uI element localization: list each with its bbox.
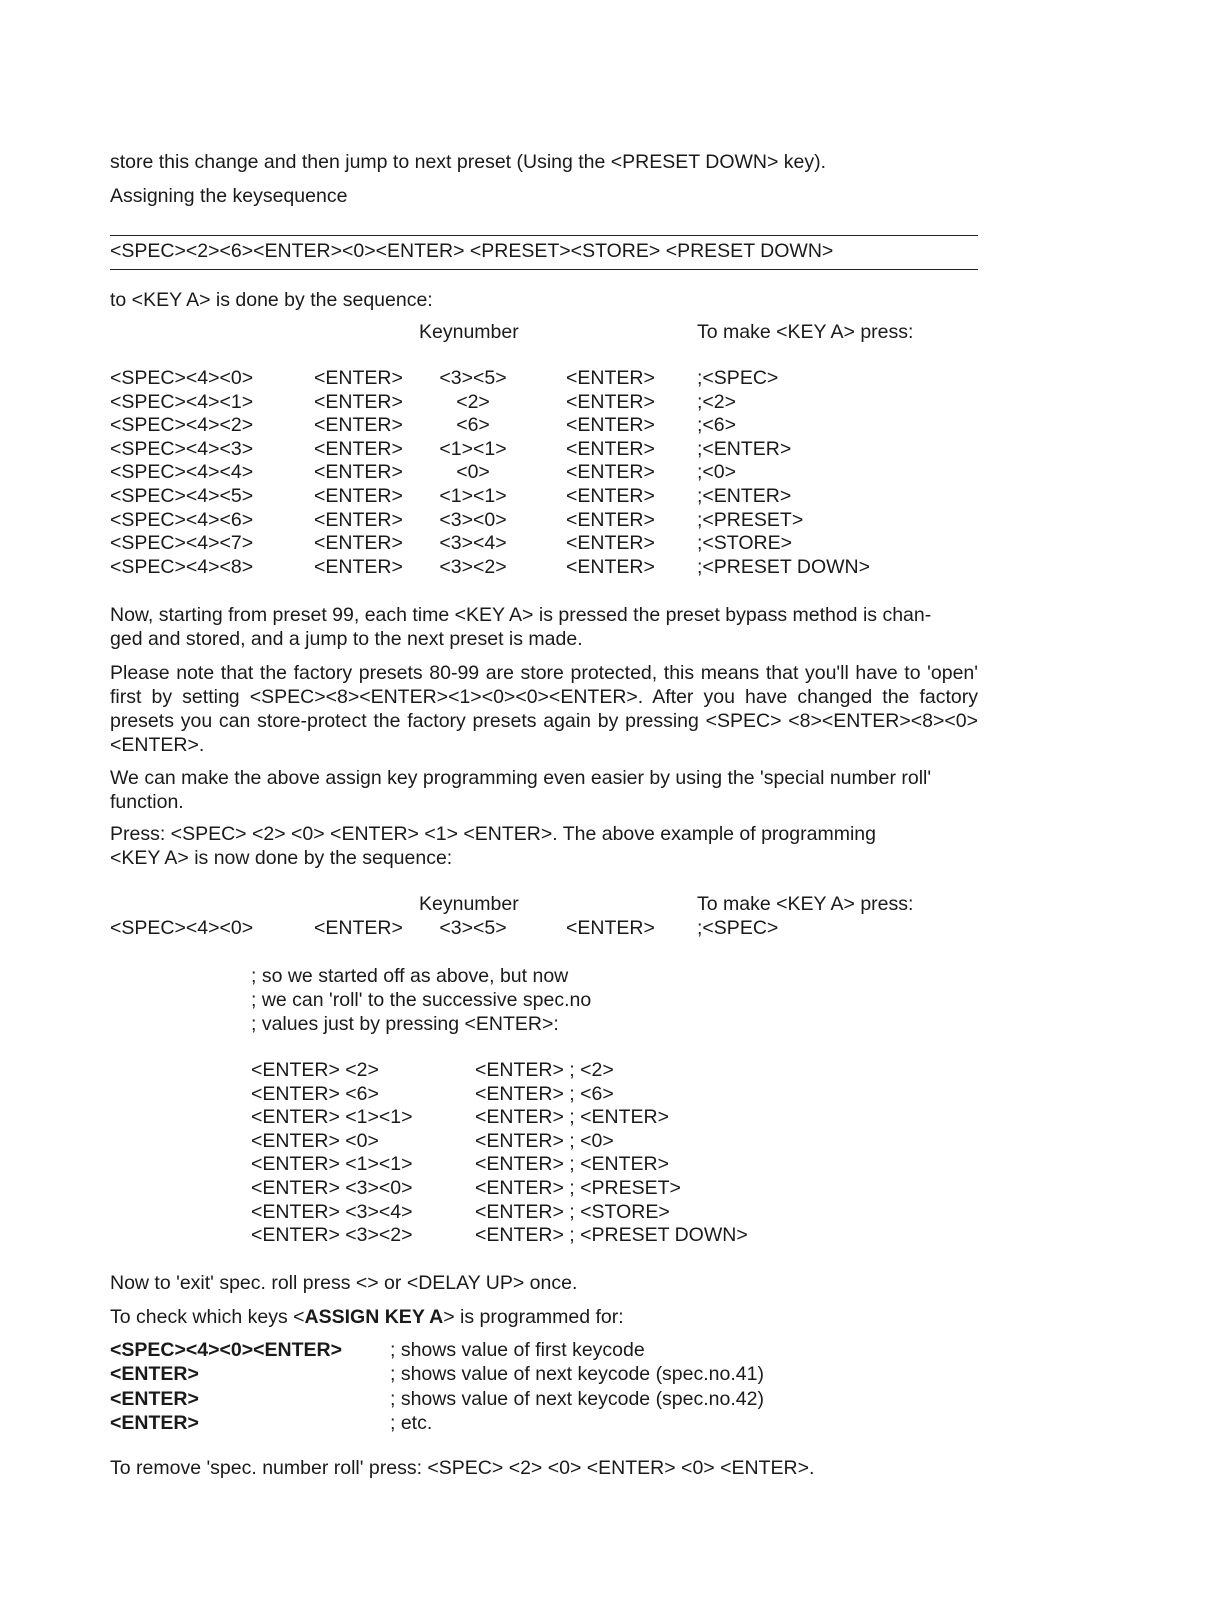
paragraph-press-line2: <KEY A> is now done by the sequence:	[110, 847, 453, 869]
table1-comment-cell: ;<ENTER>	[697, 485, 792, 507]
roll-left-cell: <ENTER> <2>	[251, 1059, 379, 1081]
table1-key-cell: <0>	[456, 461, 490, 484]
table1-key-cell: <3><2>	[439, 555, 507, 578]
table1-spec-cell: <SPEC><4><2>	[110, 414, 254, 437]
roll-right-cell: <ENTER> ; <6>	[475, 1082, 614, 1105]
table1-enter1-cell: <ENTER>	[314, 555, 403, 578]
table2-header-make: To make <KEY A> press:	[697, 893, 914, 915]
table1-enter2-cell: <ENTER>	[566, 532, 655, 555]
remove-line: To remove 'spec. number roll' press: <SPEC> <2> <0> <ENTER> <0> <ENTER>.	[110, 1457, 815, 1479]
check-pre: To check which keys <	[110, 1306, 305, 1328]
table1-key-cell: <6>	[456, 414, 490, 437]
table1-enter2-cell: <ENTER>	[566, 390, 655, 413]
exit-line: Now to 'exit' spec. roll press <> or <DELAY UP> once.	[110, 1272, 578, 1294]
table1-enter2-cell: <ENTER>	[566, 367, 655, 389]
check-key-cell: <ENTER>	[110, 1363, 199, 1386]
table1-comment-cell: ;<2>	[697, 390, 737, 413]
check-key-cell: <ENTER>	[110, 1387, 199, 1410]
table1-key-cell: <1><1>	[439, 437, 507, 460]
table1-comment-cell: ;<6>	[697, 414, 737, 437]
roll-right-cell: <ENTER> ; <0>	[475, 1129, 614, 1152]
table1-comment-cell: ;<PRESET DOWN>	[697, 555, 871, 578]
table1-enter1-cell: <ENTER>	[314, 390, 403, 413]
table1-comment-cell: ;<STORE>	[697, 532, 793, 555]
check-comment-cell: ; etc.	[390, 1411, 433, 1434]
table1-spec-cell: <SPEC><4><0>	[110, 367, 254, 389]
table1-enter1-cell: <ENTER>	[314, 485, 403, 507]
table1-enter1-cell: <ENTER>	[314, 414, 403, 437]
roll-left-cell: <ENTER> <1><1>	[251, 1106, 413, 1129]
table1-lead: to <KEY A> is done by the sequence:	[110, 289, 433, 311]
table1-enter1-cell: <ENTER>	[314, 532, 403, 555]
roll-left-cell: <ENTER> <0>	[251, 1129, 379, 1152]
table1-enter2-cell: <ENTER>	[566, 485, 655, 507]
roll-left-cell: <ENTER> <6>	[251, 1082, 379, 1105]
table1-comment-cell: ;<0>	[697, 461, 737, 484]
roll-right-cell: <ENTER> ; <ENTER>	[475, 1153, 669, 1176]
roll-right-cell: <ENTER> ; <ENTER>	[475, 1106, 669, 1129]
table1-enter1-cell: <ENTER>	[314, 437, 403, 460]
table1-key-cell: <3><0>	[439, 508, 507, 531]
table1-enter1-cell: <ENTER>	[314, 508, 403, 531]
table1-key-cell: <2>	[456, 390, 490, 413]
table1-enter2-cell: <ENTER>	[566, 508, 655, 531]
table1-spec-cell: <SPEC><4><5>	[110, 485, 254, 507]
check-line	[110, 1306, 624, 1329]
table1-header-keynumber: Keynumber	[419, 321, 519, 343]
table2-enter1: <ENTER>	[314, 917, 403, 939]
roll-left-cell: <ENTER> <3><0>	[251, 1177, 413, 1199]
check-bold: ASSIGN KEY A	[304, 1306, 444, 1328]
roll-left-cell: <ENTER> <3><2>	[251, 1224, 413, 1247]
check-key-cell: <SPEC><4><0><ENTER>	[110, 1339, 342, 1361]
check-comment-cell: ; shows value of next keycode (spec.no.41)	[390, 1363, 764, 1386]
table1-enter2-cell: <ENTER>	[566, 437, 655, 460]
table1-key-cell: <3><4>	[439, 532, 507, 555]
table1-comment-cell: ;<SPEC>	[697, 367, 779, 389]
intro-line-1: store this change and then jump to next preset (Using the <PRESET DOWN> key).	[110, 151, 827, 173]
paragraph-preset-line1: Now, starting from preset 99, each time <KEY A> is pressed the preset bypass method is chan-	[110, 604, 932, 626]
table2-comment: ;<SPEC>	[697, 917, 779, 939]
roll-right-cell: <ENTER> ; <STORE>	[475, 1200, 670, 1223]
table1-header-make: To make <KEY A> press:	[697, 321, 914, 343]
paragraph-roll-line1: We can make the above assign key programming even easier by using the 'special number roll'	[110, 767, 932, 789]
table1-enter1-cell: <ENTER>	[314, 367, 403, 389]
roll-comment-1: ; so we started off as above, but now	[251, 965, 569, 987]
roll-left-cell: <ENTER> <3><4>	[251, 1200, 413, 1223]
table1-comment-cell: ;<PRESET>	[697, 508, 804, 531]
table1-spec-cell: <SPEC><4><8>	[110, 555, 254, 578]
check-key-cell: <ENTER>	[110, 1411, 199, 1434]
check-comment-cell: ; shows value of next keycode (spec.no.42)	[390, 1387, 764, 1410]
intro-line-2: Assigning the keysequence	[110, 185, 348, 207]
table1-comment-cell: ;<ENTER>	[697, 437, 792, 460]
paragraph-preset-line2: ged and stored, and a jump to the next preset is made.	[110, 628, 583, 650]
table1-spec-cell: <SPEC><4><7>	[110, 532, 254, 555]
roll-comment-3: ; values just by pressing <ENTER>:	[251, 1013, 559, 1035]
rule-top	[110, 235, 978, 236]
table2-enter2: <ENTER>	[566, 917, 655, 939]
table1-spec-cell: <SPEC><4><3>	[110, 437, 254, 460]
table1-spec-cell: <SPEC><4><1>	[110, 390, 254, 413]
paragraph-roll-line2: function.	[110, 791, 184, 813]
table1-enter2-cell: <ENTER>	[566, 555, 655, 578]
table1-enter2-cell: <ENTER>	[566, 461, 655, 484]
table1-enter1-cell: <ENTER>	[314, 461, 403, 484]
check-comment-cell: ; shows value of first keycode	[390, 1339, 645, 1361]
roll-right-cell: <ENTER> ; <PRESET>	[475, 1177, 681, 1199]
roll-right-cell: <ENTER> ; <2>	[475, 1059, 614, 1081]
paragraph-factory-presets: Please note that the factory presets 80-99 are store protected, this means that you'll have to 'open' first by setting <SPEC><8><ENTER><1><0><0><ENTER>. After you have changed the factory presets you can store-protect the factory presets again by pressing <SPEC> <8><ENTER><8><0><ENTER>.	[110, 662, 978, 756]
table2-header-keynumber: Keynumber	[419, 893, 519, 915]
rule-bottom	[110, 269, 978, 270]
roll-right-cell: <ENTER> ; <PRESET DOWN>	[475, 1224, 748, 1247]
table1-key-cell: <1><1>	[439, 485, 507, 507]
paragraph-press-line1: Press: <SPEC> <2> <0> <ENTER> <1> <ENTER>. The above example of programming	[110, 823, 876, 845]
check-post: > is programmed for:	[443, 1306, 624, 1328]
table2-key: <3><5>	[439, 917, 507, 939]
table1-spec-cell: <SPEC><4><4>	[110, 461, 254, 484]
table2-spec: <SPEC><4><0>	[110, 917, 254, 939]
roll-comment-2: ; we can 'roll' to the successive spec.no	[251, 989, 592, 1011]
boxed-sequence: <SPEC><2><6><ENTER><0><ENTER> <PRESET><STORE> <PRESET DOWN>	[110, 240, 834, 262]
table1-key-cell: <3><5>	[439, 367, 507, 389]
table1-enter2-cell: <ENTER>	[566, 414, 655, 437]
roll-left-cell: <ENTER> <1><1>	[251, 1153, 413, 1176]
table1-spec-cell: <SPEC><4><6>	[110, 508, 254, 531]
